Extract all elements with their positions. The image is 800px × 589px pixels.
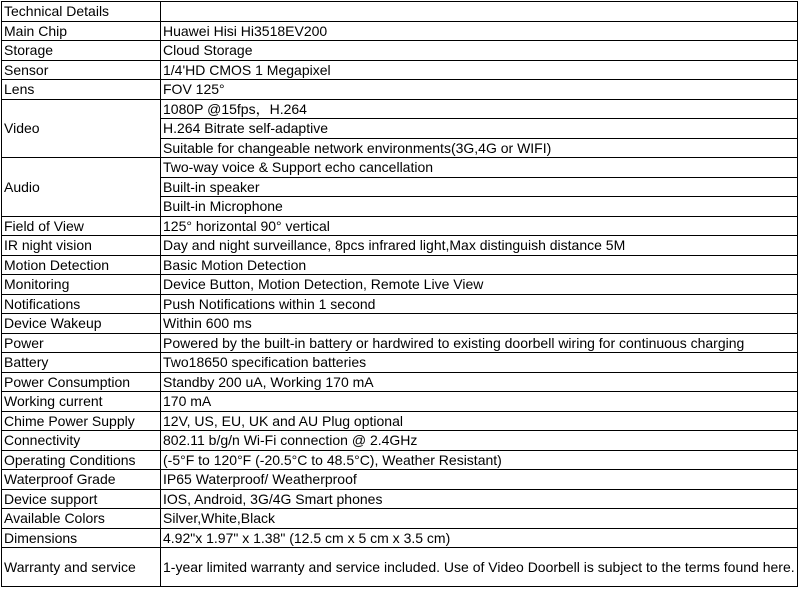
spec-value: IOS, Android, 3G/4G Smart phones bbox=[161, 489, 798, 509]
spec-label: Field of View bbox=[2, 216, 161, 236]
technical-details-table bbox=[1, 1, 798, 587]
spec-label: Connectivity bbox=[2, 431, 161, 451]
spec-value: H.264 Bitrate self-adaptive bbox=[161, 119, 798, 139]
spec-label: Power Consumption bbox=[2, 372, 161, 392]
spec-value: Standby 200 uA, Working 170 mA bbox=[161, 372, 798, 392]
spec-label: Available Colors bbox=[2, 509, 161, 529]
spec-value: (-5°F to 120°F (-20.5°C to 48.5°C), Weather Resistant) bbox=[161, 450, 798, 470]
spec-label: Dimensions bbox=[2, 528, 161, 548]
table-row bbox=[2, 372, 798, 392]
spec-value: 802.11 b/g/n Wi-Fi connection @ 2.4GHz bbox=[161, 431, 798, 451]
spec-value: 1/4'HD CMOS 1 Megapixel bbox=[161, 60, 798, 80]
spec-value: Huawei Hisi Hi3518EV200 bbox=[161, 21, 798, 41]
table-header-row bbox=[2, 2, 798, 22]
table-title: Technical Details bbox=[2, 2, 161, 22]
spec-value: FOV 125° bbox=[161, 80, 798, 100]
spec-value: Day and night surveillance, 8pcs infrared light,Max distinguish distance 5M bbox=[161, 236, 798, 256]
table-row bbox=[2, 548, 798, 587]
table-row bbox=[2, 411, 798, 431]
table-row bbox=[2, 470, 798, 490]
table-row bbox=[2, 80, 798, 100]
spec-label: Working current bbox=[2, 392, 161, 412]
table-row bbox=[2, 314, 798, 334]
spec-label: Sensor bbox=[2, 60, 161, 80]
table-row bbox=[2, 236, 798, 256]
spec-label: IR night vision bbox=[2, 236, 161, 256]
spec-label: Device Wakeup bbox=[2, 314, 161, 334]
spec-value: Within 600 ms bbox=[161, 314, 798, 334]
spec-value: Suitable for changeable network environments(3G,4G or WIFI) bbox=[161, 138, 798, 158]
table-row bbox=[2, 158, 798, 178]
table-row bbox=[2, 41, 798, 61]
spec-value: Built-in Microphone bbox=[161, 197, 798, 217]
table-row bbox=[2, 21, 798, 41]
table-row bbox=[2, 528, 798, 548]
spec-label: Chime Power Supply bbox=[2, 411, 161, 431]
spec-table-body bbox=[2, 2, 798, 587]
table-row bbox=[2, 60, 798, 80]
spec-value: Push Notifications within 1 second bbox=[161, 294, 798, 314]
table-row bbox=[2, 99, 798, 119]
spec-label: Waterproof Grade bbox=[2, 470, 161, 490]
table-row bbox=[2, 333, 798, 353]
spec-value: Basic Motion Detection bbox=[161, 255, 798, 275]
spec-label: Notifications bbox=[2, 294, 161, 314]
spec-label: Motion Detection bbox=[2, 255, 161, 275]
spec-value: 4.92"x 1.97" x 1.38" (12.5 cm x 5 cm x 3.5 cm) bbox=[161, 528, 798, 548]
spec-label: Storage bbox=[2, 41, 161, 61]
spec-value: Silver,White,Black bbox=[161, 509, 798, 529]
table-row bbox=[2, 275, 798, 295]
spec-value: Cloud Storage bbox=[161, 41, 798, 61]
spec-value: Powered by the built-in battery or hardwired to existing doorbell wiring for continuous charging bbox=[161, 333, 798, 353]
table-row bbox=[2, 489, 798, 509]
table-row bbox=[2, 431, 798, 451]
table-row bbox=[2, 255, 798, 275]
spec-label: Warranty and service bbox=[2, 548, 161, 587]
spec-value: Two18650 specification batteries bbox=[161, 353, 798, 373]
spec-value: Device Button, Motion Detection, Remote Live View bbox=[161, 275, 798, 295]
table-row bbox=[2, 450, 798, 470]
spec-value: IP65 Waterproof/ Weatherproof bbox=[161, 470, 798, 490]
table-row bbox=[2, 216, 798, 236]
spec-label: Audio bbox=[2, 158, 161, 217]
table-row bbox=[2, 294, 798, 314]
spec-label: Monitoring bbox=[2, 275, 161, 295]
spec-value: 125° horizontal 90° vertical bbox=[161, 216, 798, 236]
spec-label: Operating Conditions bbox=[2, 450, 161, 470]
spec-value: Built-in speaker bbox=[161, 177, 798, 197]
spec-label: Lens bbox=[2, 80, 161, 100]
spec-value: 1080P @15fps，H.264 bbox=[161, 99, 798, 119]
table-row bbox=[2, 353, 798, 373]
table-row bbox=[2, 392, 798, 412]
spec-value: 1-year limited warranty and service included. Use of Video Doorbell is subject to the terms found here. bbox=[161, 548, 798, 587]
table-title-blank bbox=[161, 2, 798, 22]
spec-label: Device support bbox=[2, 489, 161, 509]
spec-label: Main Chip bbox=[2, 21, 161, 41]
spec-label: Battery bbox=[2, 353, 161, 373]
spec-value: Two-way voice & Support echo cancellation bbox=[161, 158, 798, 178]
spec-label: Video bbox=[2, 99, 161, 158]
spec-label: Power bbox=[2, 333, 161, 353]
spec-value: 12V, US, EU, UK and AU Plug optional bbox=[161, 411, 798, 431]
spec-value: 170 mA bbox=[161, 392, 798, 412]
table-row bbox=[2, 509, 798, 529]
